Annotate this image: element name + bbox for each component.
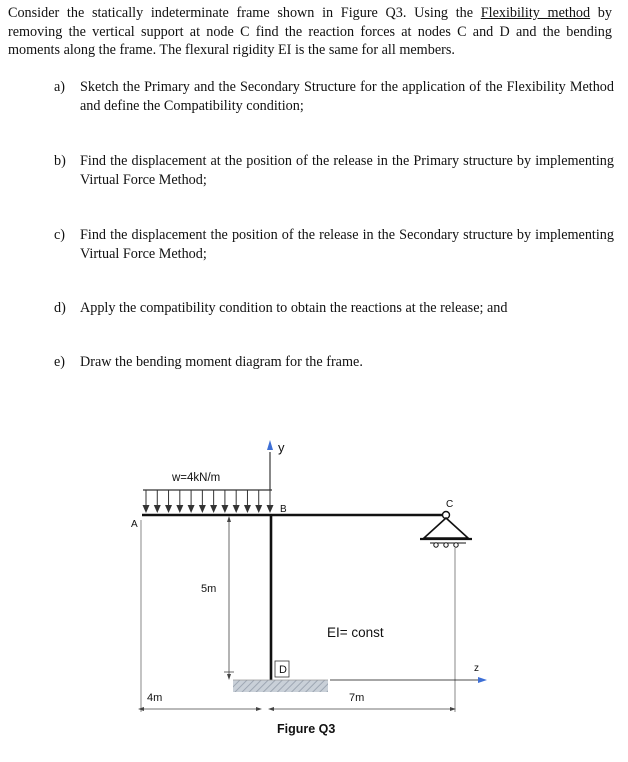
load-arrow-head (165, 505, 172, 513)
node-d-label: D (279, 664, 287, 676)
load-arrow-head (188, 505, 195, 513)
load-arrow-head (154, 505, 161, 513)
node-a-label: A (131, 519, 138, 530)
frame-figure (0, 420, 628, 762)
question-e (54, 353, 614, 372)
question-a (54, 78, 614, 115)
question-b-text: Find the displacement at the position of the release in the Primary structure by implementing Virtual Force Method; (80, 153, 614, 188)
support-triangle (424, 518, 468, 538)
load-arrow-head (233, 505, 240, 513)
question-c-text: Find the displacement the position of the release in the Secondary structure by implementing Virtual Force Method; (80, 227, 614, 262)
figure-caption: Figure Q3 (277, 722, 336, 736)
load-label: w=4kN/m (172, 472, 221, 484)
flexibility-method-link: Flexibility method (480, 5, 591, 21)
intro-text-1: Consider the statically indeterminate frame shown in Figure Q3. Using the (8, 5, 481, 21)
question-d-label: d) (54, 300, 66, 316)
question-a-text: Sketch the Primary and the Secondary Structure for the application of the Flexibility Method and define the Compatibility condition; (80, 79, 614, 114)
problem-statement (8, 4, 612, 60)
load-arrow-head (244, 505, 251, 513)
dim-left-label: 4m (147, 692, 163, 704)
question-d (54, 299, 614, 318)
question-b (54, 152, 614, 189)
support-roller-2 (444, 543, 448, 547)
fixed-ground-d (233, 680, 328, 692)
dim-mid-arrow-right (268, 707, 274, 711)
z-axis-arrowhead (478, 677, 487, 683)
height-dim-label: 5m (201, 583, 217, 595)
load-arrow-head (176, 505, 183, 513)
support-roller-3 (454, 543, 458, 547)
y-axis-label: y (278, 440, 285, 455)
dim-mid-arrow-left (256, 707, 262, 711)
load-arrow-head (255, 505, 262, 513)
height-dim-arrow-top (227, 516, 231, 522)
node-c-label: C (446, 499, 454, 510)
load-arrow-head (143, 505, 150, 513)
question-b-label: b) (54, 153, 66, 169)
question-e-label: e) (54, 354, 66, 370)
roller-support-c (420, 512, 472, 548)
dim-right-label: 7m (349, 692, 365, 704)
node-b-label: B (280, 504, 287, 515)
question-d-text: Apply the compatibility condition to obtain the reactions at the release; and (80, 300, 508, 316)
question-a-label: a) (54, 79, 66, 95)
load-arrow-head (210, 505, 217, 513)
distributed-load (143, 490, 274, 513)
question-c-label: c) (54, 227, 66, 243)
support-roller-1 (434, 543, 438, 547)
question-c (54, 226, 614, 263)
y-axis-arrowhead (267, 440, 273, 450)
intro-text-2: by removing the vertical support at node C find the reaction forces at nodes C and D and the bending moments along the frame. The flexural rigidity EI is the same for all members. (8, 5, 612, 58)
ei-label: EI= const (327, 625, 384, 640)
load-arrows (143, 490, 274, 513)
height-dim-arrow-bottom (227, 674, 231, 680)
load-arrow-head (221, 505, 228, 513)
z-axis-label: z (474, 663, 479, 674)
load-arrow-head (267, 505, 274, 513)
question-e-text: Draw the bending moment diagram for the frame. (80, 354, 363, 370)
load-arrow-head (199, 505, 206, 513)
